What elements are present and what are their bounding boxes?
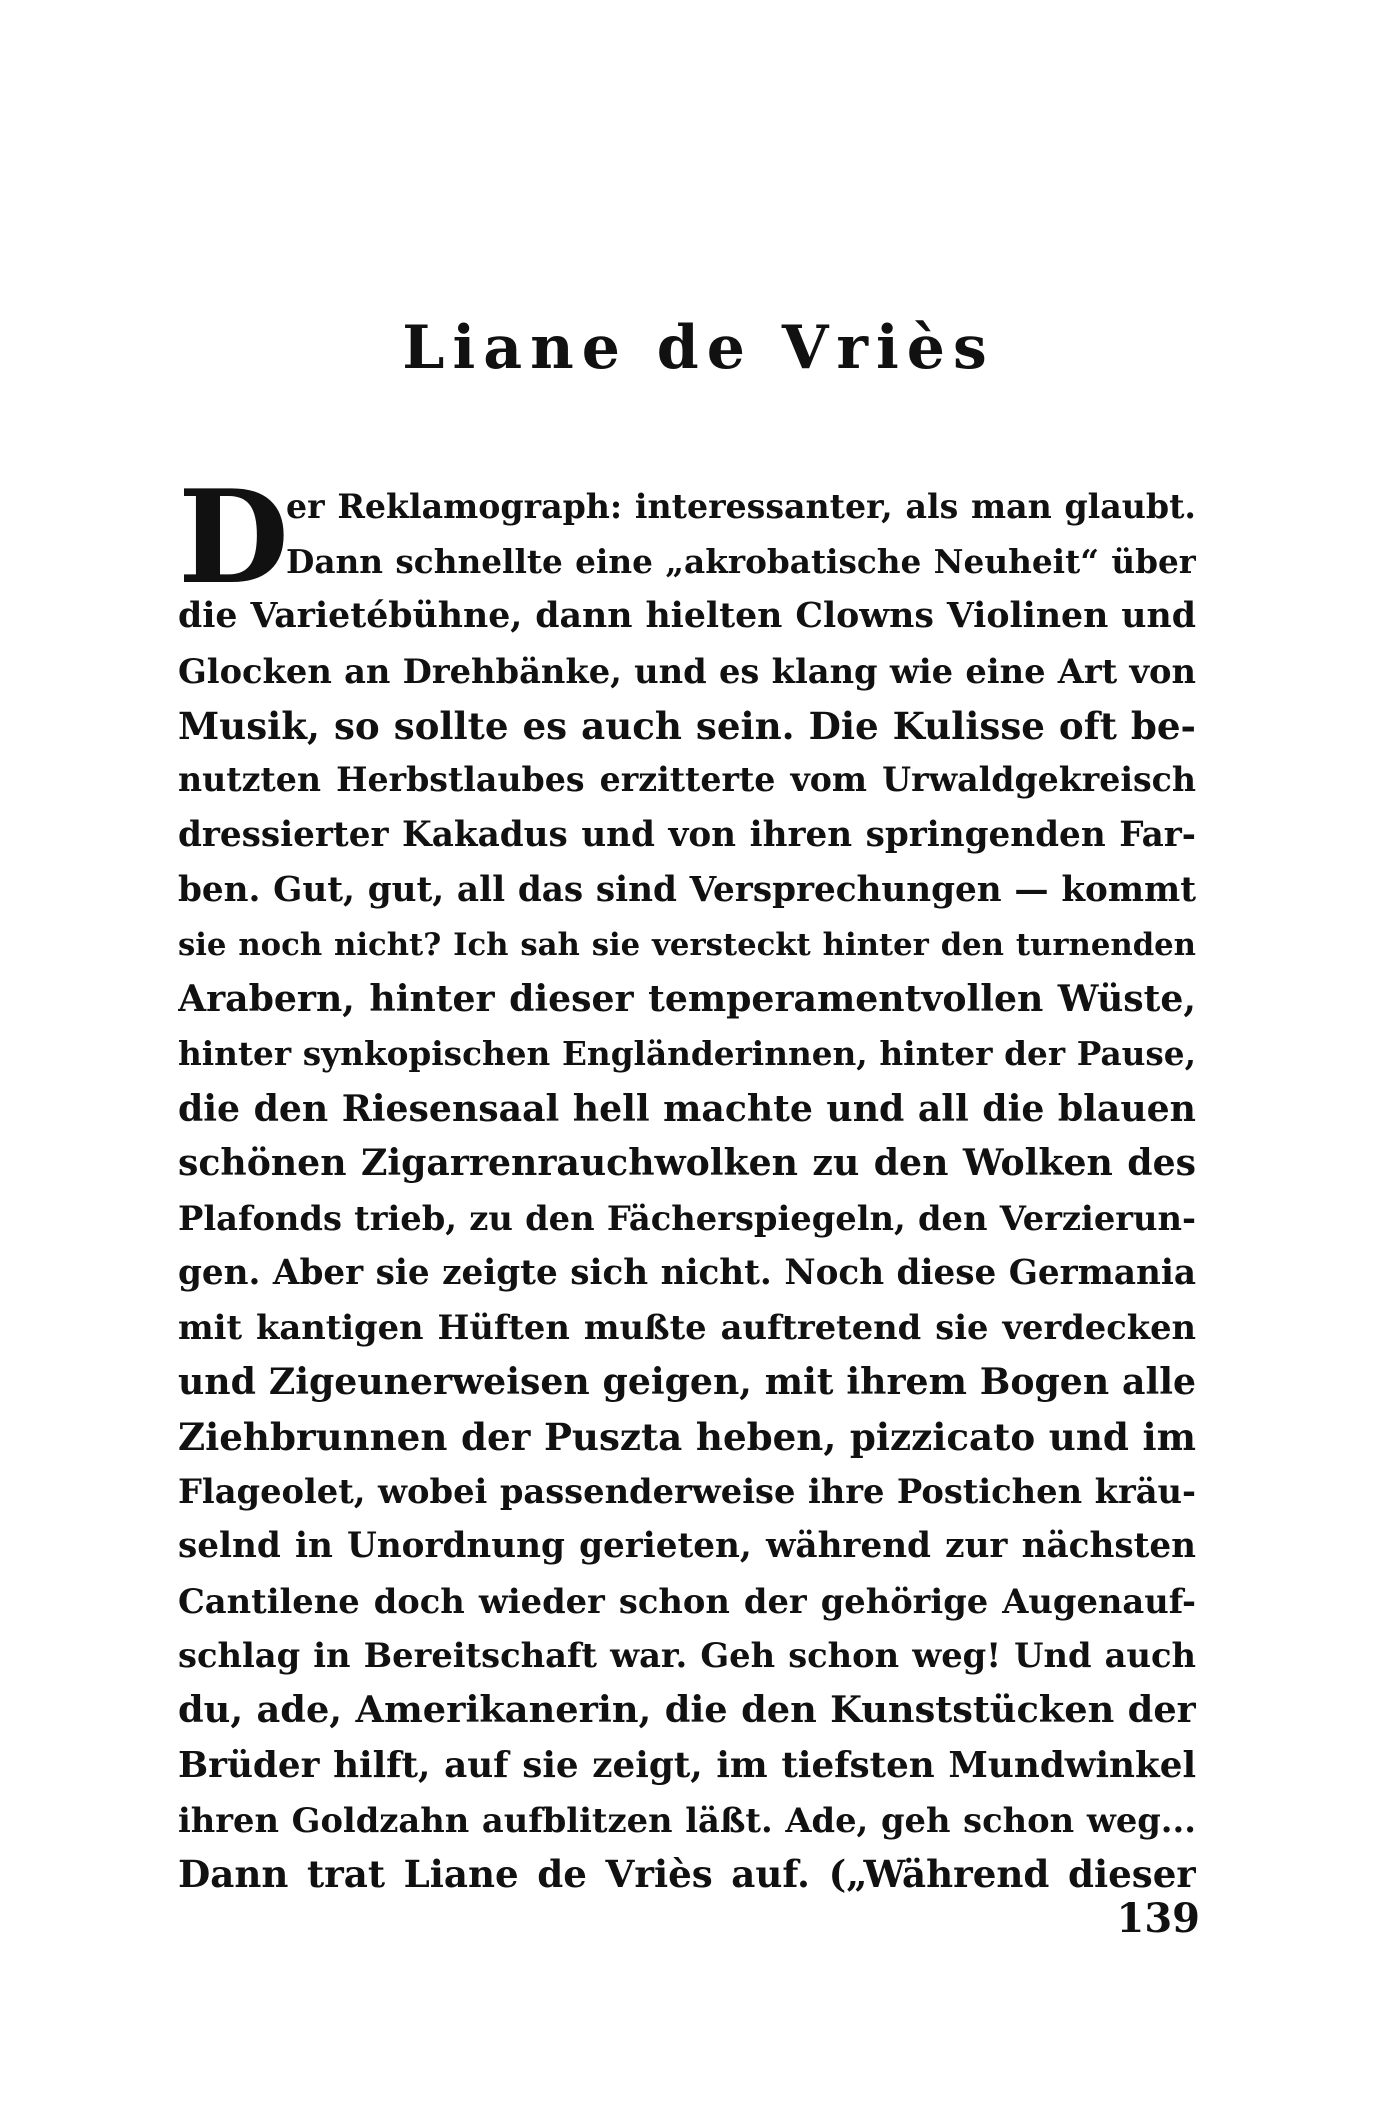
text-line: Musik, so sollte es auch sein. Die Kulisse oft be- [178,703,1196,748]
body-text [178,463,1196,1902]
text-line: Brüder hilft, auf sie zeigt, im tiefsten Mundwinkel [178,1743,1196,1786]
text-line: ben. Gut, gut, all das sind Versprechungen — kommt [178,869,1196,910]
text-line: dressierter Kakadus und von ihren springenden Far- [178,815,1196,856]
drop-cap: D [178,463,289,613]
text-line: Dann schnellte eine „akrobatische Neuheit“ über [286,541,1196,581]
text-line: Dann trat Liane de Vriès auf. („Während dieser [178,1852,1196,1897]
text-line: du, ade, Amerikanerin, die den Kunststücken der [178,1688,1196,1732]
text-line: Cantilene doch wieder schon der gehörige Augenauf- [178,1580,1196,1621]
text-line: er Reklamograph: interessanter, als man glaubt. [286,487,1196,526]
text-line: Ziehbrunnen der Puszta heben, pizzicato und im [178,1414,1196,1459]
chapter-title: Liane de Vriès [402,313,995,383]
text-line: mit kantigen Hüften mußte auftretend sie verdecken [178,1307,1196,1348]
text-line: schlag in Bereitschaft war. Geh schon weg! Und auch [178,1635,1196,1676]
text-line: hinter synkopischen Engländerinnen, hinter der Pause, [178,1033,1196,1073]
text-line: selnd in Unordnung gerieten, während zur nächsten [178,1526,1196,1567]
text-line: sie noch nicht? Ich sah sie versteckt hinter den turnenden [178,926,1196,963]
text-line: Flageolet, wobei passenderweise ihre Postichen kräu- [178,1471,1196,1512]
text-line: ihren Goldzahn aufblitzen läßt. Ade, geh schon weg... [178,1799,1196,1840]
text-line: nutzten Herbstlaubes erzitterte vom Urwaldgekreisch [178,760,1196,800]
text-line: Arabern, hinter dieser temperamentvollen Wüste, [178,977,1196,1021]
text-line: Plafonds trieb, zu den Fächerspiegeln, den Verzierun- [178,1197,1196,1238]
text-line: Glocken an Drehbänke, und es klang wie eine Art von [178,651,1196,692]
text-line: die den Riesensaal hell machte und all die blauen [178,1086,1196,1130]
text-line: gen. Aber sie zeigte sich nicht. Noch diese Germania [178,1252,1196,1293]
text-line: schönen Zigarrenrauchwolken zu den Wolken des [178,1141,1196,1185]
text-line: die Varietébühne, dann hielten Clowns Violinen und [178,595,1196,637]
text-line: und Zigeunerweisen geigen, mit ihrem Bogen alle [178,1360,1196,1403]
page-number: 139 [1116,1895,1200,1942]
